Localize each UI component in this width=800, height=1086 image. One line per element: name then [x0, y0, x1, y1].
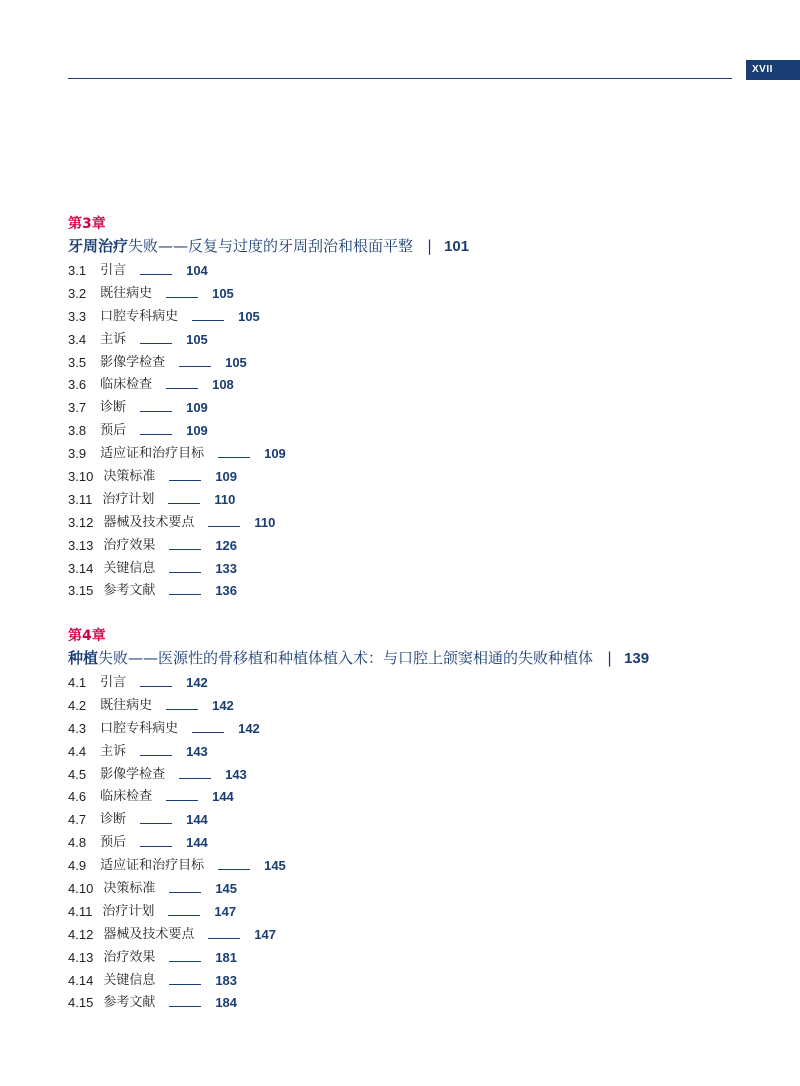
toc-entry-page: 184 — [215, 995, 238, 1011]
toc-entry-number: 3.11 — [68, 491, 93, 507]
toc-entry[interactable] — [68, 809, 768, 832]
toc-entry-page: 144 — [186, 812, 208, 828]
toc-entry-title: 预后 — [100, 835, 127, 851]
toc-entry-number: 3.3 — [68, 308, 87, 324]
toc-entry-page: 142 — [238, 720, 260, 736]
toc-entry-title: 引言 — [100, 675, 127, 690]
chapter-title-bold: 种植 — [68, 649, 99, 667]
toc-entry-page: 136 — [215, 583, 238, 599]
toc-entry-title: 口腔专科病史 — [100, 308, 179, 324]
toc-entry-page: 143 — [186, 743, 208, 759]
toc-entry[interactable] — [68, 741, 768, 764]
toc-entry-number: 3.1 — [68, 263, 87, 278]
toc-entry-page: 105 — [225, 354, 247, 370]
toc-entry-number: 3.4 — [68, 331, 87, 347]
chapter-page-number: 139 — [624, 650, 650, 667]
toc-entry-title: 关键信息 — [103, 560, 156, 576]
toc-entry-title: 主诉 — [100, 743, 127, 759]
toc-entry-title: 治疗计划 — [102, 903, 155, 919]
chapter-title-rest: 失败——反复与过度的牙周刮治和根面平整 — [128, 237, 414, 255]
toc-leader-line — [208, 526, 240, 527]
toc-entry[interactable] — [68, 947, 768, 970]
toc-entry-title: 临床检查 — [100, 377, 153, 393]
toc-leader-line — [140, 434, 172, 435]
toc-entry-page: 109 — [215, 469, 238, 485]
toc-entry-number: 3.15 — [68, 583, 94, 599]
toc-entry[interactable] — [68, 672, 768, 695]
toc-leader-line — [168, 503, 200, 504]
toc-entry[interactable] — [68, 558, 768, 581]
toc-entry-number: 3.6 — [68, 377, 87, 393]
toc-leader-line — [192, 732, 224, 733]
toc-entry-page: 109 — [264, 446, 286, 462]
toc-entry-title: 参考文献 — [103, 995, 156, 1011]
toc-entry[interactable] — [68, 283, 768, 306]
toc-entry-title: 引言 — [100, 263, 127, 278]
toc-entry[interactable] — [68, 443, 768, 466]
toc-entry-number: 4.9 — [68, 858, 87, 874]
toc-entry-title: 主诉 — [100, 331, 127, 347]
toc-entry[interactable] — [68, 924, 768, 947]
toc-entry-number: 4.10 — [68, 881, 94, 897]
chapter-3 — [68, 214, 768, 603]
toc-entry[interactable] — [68, 832, 768, 855]
chapter-title-separator: | — [607, 649, 613, 667]
toc-entry[interactable] — [68, 992, 768, 1015]
toc-entry[interactable] — [68, 420, 768, 443]
toc-entry-title: 治疗效果 — [103, 537, 156, 553]
toc-entry-page: 104 — [186, 263, 208, 278]
toc-leader-line — [169, 594, 201, 595]
toc-leader-line — [169, 1006, 201, 1007]
toc-entry-title: 影像学检查 — [100, 766, 166, 782]
toc-entry-number: 3.12 — [68, 514, 94, 530]
toc-leader-line — [140, 846, 172, 847]
toc-entry-number: 4.3 — [68, 720, 87, 736]
toc-entry-page: 109 — [186, 423, 208, 439]
toc-entry-title: 治疗效果 — [103, 949, 156, 965]
toc-entry[interactable] — [68, 397, 768, 420]
toc-entry-page: 142 — [212, 697, 234, 713]
page-number-tab: XVII — [746, 60, 800, 80]
toc-entry-page: 145 — [264, 858, 286, 874]
toc-entry-number: 3.7 — [68, 400, 87, 416]
toc-leader-line — [140, 686, 172, 687]
toc-entry-number: 4.2 — [68, 697, 87, 713]
chapter-label: 第3章 — [68, 216, 106, 232]
toc-entry-page: 145 — [215, 881, 238, 897]
toc-entry-page: 105 — [238, 308, 260, 324]
toc-entry[interactable] — [68, 718, 768, 741]
toc-leader-line — [166, 388, 198, 389]
chapter-title[interactable] — [68, 646, 768, 670]
toc-leader-line — [192, 320, 224, 321]
toc-entry-list — [68, 260, 768, 603]
chapter-title[interactable] — [68, 234, 768, 258]
toc-entry-title: 器械及技术要点 — [103, 514, 195, 530]
toc-leader-line — [169, 572, 201, 573]
toc-entry[interactable] — [68, 695, 768, 718]
toc-entry[interactable] — [68, 970, 768, 993]
toc-leader-line — [140, 274, 172, 275]
chapter-title-separator: | — [427, 237, 433, 255]
toc-entry-number: 4.14 — [68, 972, 94, 988]
toc-leader-line — [169, 984, 201, 985]
toc-leader-line — [169, 892, 201, 893]
toc-entry-page: 144 — [212, 789, 234, 805]
toc-leader-line — [166, 709, 198, 710]
toc-entry-page: 110 — [254, 514, 276, 530]
toc-entry[interactable] — [68, 901, 768, 924]
toc-entry-title: 决策标准 — [103, 881, 156, 897]
toc-leader-line — [208, 938, 240, 939]
toc-entry-number: 4.11 — [68, 903, 93, 919]
toc-leader-line — [169, 961, 201, 962]
toc-entry-number: 3.9 — [68, 446, 87, 462]
toc-entry-number: 3.8 — [68, 423, 87, 439]
toc-entry-page: 133 — [215, 560, 238, 576]
toc-entry[interactable] — [68, 764, 768, 787]
toc-entry-number: 4.12 — [68, 926, 94, 942]
toc-entry[interactable] — [68, 580, 768, 603]
toc-leader-line — [140, 343, 172, 344]
toc-entry[interactable] — [68, 374, 768, 397]
toc-entry[interactable] — [68, 512, 768, 535]
toc-entry-number: 4.15 — [68, 995, 94, 1011]
toc-entry[interactable] — [68, 306, 768, 329]
toc-entry-page: 147 — [254, 926, 277, 942]
toc-entry-number: 3.14 — [68, 560, 94, 576]
toc-entry-title: 参考文献 — [103, 583, 156, 599]
toc-entry-number: 4.7 — [68, 812, 87, 828]
chapter-title-rest: 失败——医源性的骨移植和种植体植入术：与口腔上颌窦相通的失败种植体 — [98, 649, 594, 667]
toc-entry-list — [68, 672, 768, 1015]
toc-entry-number: 3.5 — [68, 354, 87, 370]
toc-entry-page: 147 — [214, 903, 237, 919]
toc-entry-page: 105 — [212, 285, 234, 301]
toc-entry[interactable] — [68, 786, 768, 809]
toc-entry-number: 4.6 — [68, 789, 87, 805]
toc-leader-line — [179, 778, 211, 779]
toc-entry-number: 3.2 — [68, 285, 87, 301]
toc-entry-title: 关键信息 — [103, 972, 156, 988]
toc-leader-line — [166, 297, 198, 298]
toc-leader-line — [140, 411, 172, 412]
toc-entry[interactable] — [68, 878, 768, 901]
toc-entry-page: 108 — [212, 377, 234, 393]
toc-leader-line — [169, 480, 201, 481]
toc-leader-line — [218, 457, 250, 458]
toc-leader-line — [166, 800, 198, 801]
toc-entry-page: 181 — [215, 949, 238, 965]
toc-entry-number: 4.1 — [68, 675, 87, 690]
toc-entry-title: 决策标准 — [103, 469, 156, 485]
chapter-4 — [68, 626, 768, 1015]
toc-entry-title: 既往病史 — [100, 697, 153, 713]
toc-leader-line — [168, 915, 200, 916]
toc-entry[interactable] — [68, 466, 768, 489]
toc-entry-page: 126 — [215, 537, 238, 553]
chapter-title-bold: 牙周治疗 — [68, 237, 129, 255]
chapter-page-number: 101 — [444, 238, 470, 255]
toc-entry-page: 109 — [186, 400, 208, 416]
toc-leader-line — [169, 549, 201, 550]
toc-entry-number: 3.10 — [68, 469, 94, 485]
toc-entry-number: 4.4 — [68, 743, 87, 759]
toc-entry-page: 110 — [214, 491, 236, 507]
toc-entry-title: 适应证和治疗目标 — [100, 446, 205, 462]
toc-entry-title: 影像学检查 — [100, 354, 166, 370]
toc-entry-title: 既往病史 — [100, 285, 153, 301]
toc-entry-page: 183 — [215, 972, 238, 988]
toc-entry-number: 3.13 — [68, 537, 94, 553]
toc-entry[interactable] — [68, 489, 768, 512]
toc-entry-page: 142 — [186, 675, 208, 690]
toc-entry-number: 4.8 — [68, 835, 87, 851]
toc-entry-title: 适应证和治疗目标 — [100, 858, 205, 874]
toc-leader-line — [179, 366, 211, 367]
toc-entry[interactable] — [68, 535, 768, 558]
chapter-label: 第4章 — [68, 628, 106, 644]
toc-entry-number: 4.13 — [68, 949, 94, 965]
toc-entry-page: 105 — [186, 331, 208, 347]
toc-entry-title: 器械及技术要点 — [103, 926, 195, 942]
toc-entry[interactable] — [68, 260, 768, 283]
toc-leader-line — [140, 823, 172, 824]
toc-entry-title: 临床检查 — [100, 789, 153, 805]
toc-leader-line — [140, 755, 172, 756]
toc-entry[interactable] — [68, 855, 768, 878]
toc-entry-number: 4.5 — [68, 766, 87, 782]
toc-leader-line — [218, 869, 250, 870]
toc-entry[interactable] — [68, 329, 768, 352]
toc-entry-page: 143 — [225, 766, 247, 782]
toc-entry-title: 预后 — [100, 423, 127, 439]
toc-entry-title: 诊断 — [100, 812, 127, 828]
toc-entry[interactable] — [68, 352, 768, 375]
toc-entry-title: 治疗计划 — [102, 491, 155, 507]
toc-entry-page: 144 — [186, 835, 208, 851]
toc-entry-title: 诊断 — [100, 400, 127, 416]
header-rule — [68, 78, 732, 79]
toc-entry-title: 口腔专科病史 — [100, 720, 179, 736]
